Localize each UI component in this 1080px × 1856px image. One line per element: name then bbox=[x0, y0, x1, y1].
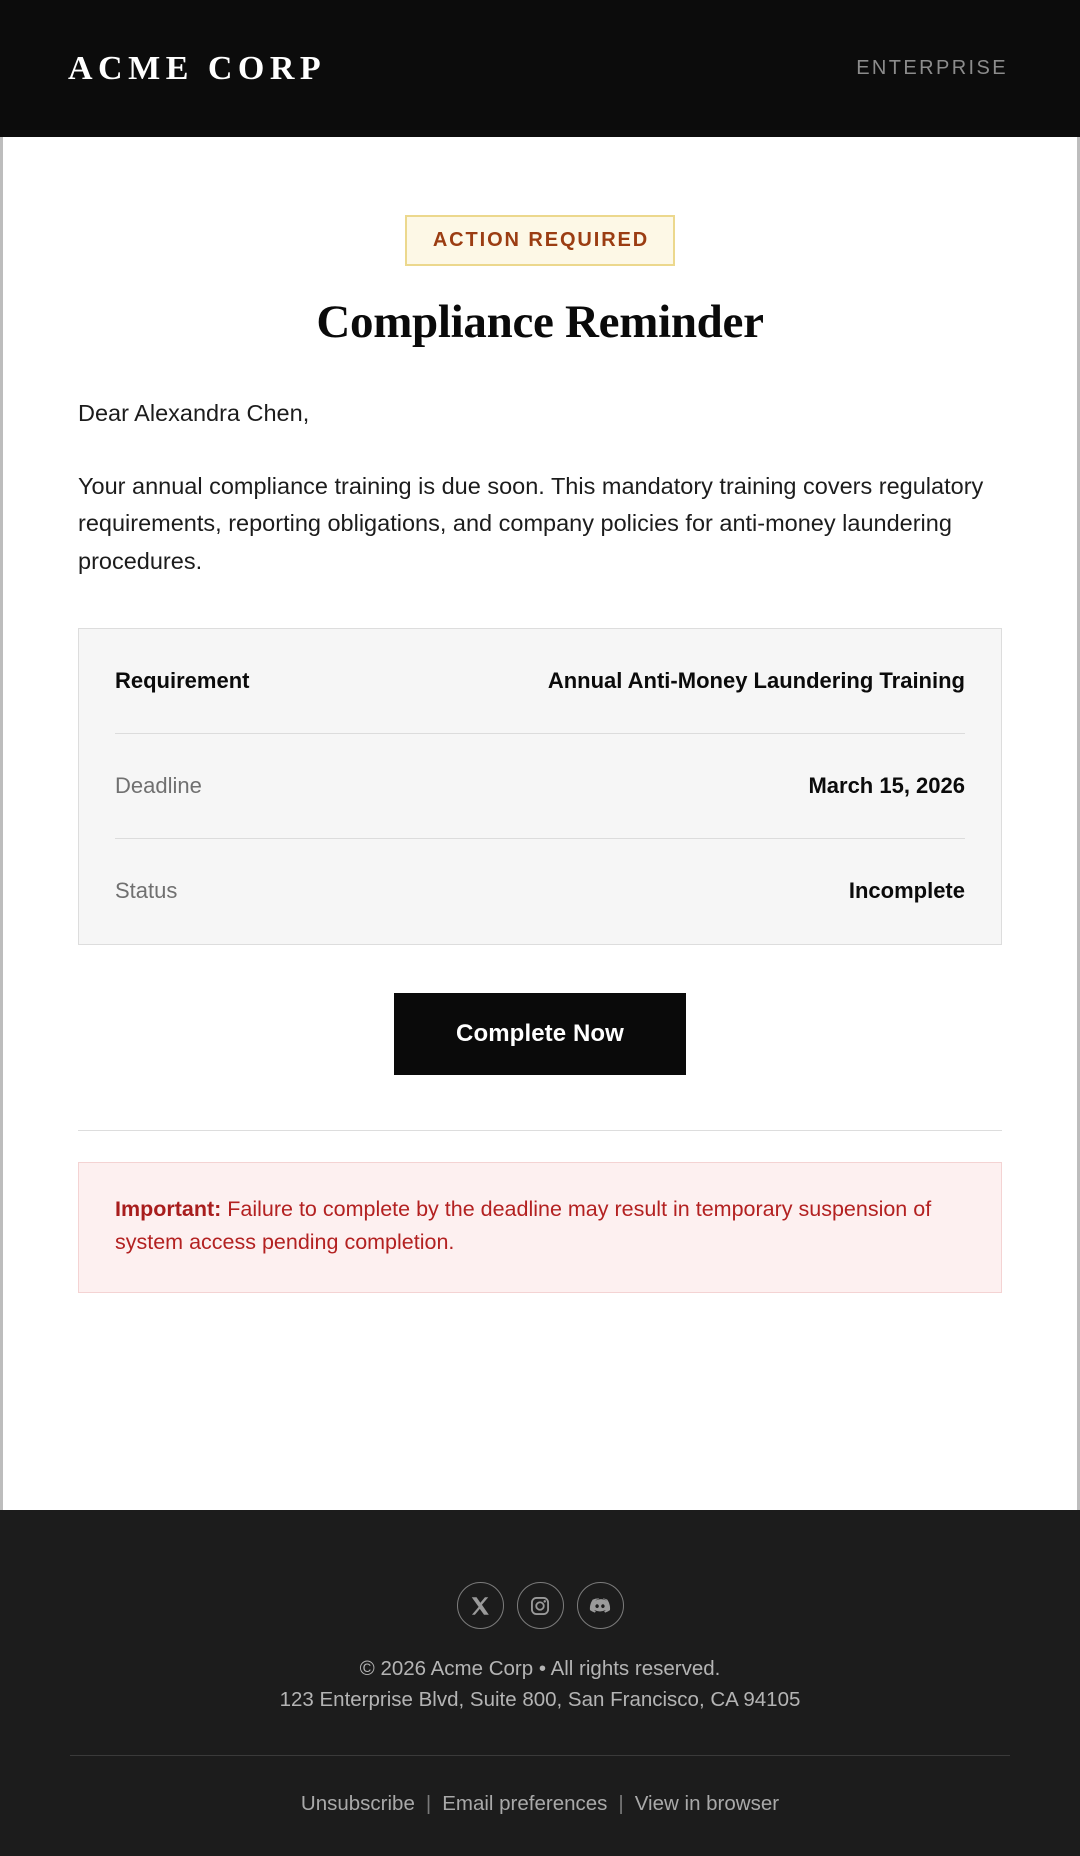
unsubscribe-link[interactable]: Unsubscribe bbox=[300, 1792, 415, 1815]
footer-links bbox=[70, 1792, 1010, 1816]
email-header bbox=[0, 0, 1080, 137]
footer-copyright: © 2026 Acme Corp • All rights reserved. bbox=[359, 1657, 721, 1681]
detail-label-status: Status bbox=[115, 878, 178, 904]
footer-address: 123 Enterprise Blvd, Suite 800, San Francisco, CA 94105 bbox=[279, 1687, 801, 1711]
important-notice-body: Failure to complete by the deadline may result in temporary suspension of system access pending completion. bbox=[115, 1196, 932, 1255]
email-preferences-link[interactable]: Email preferences bbox=[442, 1792, 608, 1815]
detail-label-requirement: Requirement bbox=[115, 668, 250, 694]
discord-icon[interactable] bbox=[577, 1582, 624, 1629]
brand-tagline: ENTERPRISE bbox=[856, 57, 1008, 79]
body-filler bbox=[78, 1353, 1002, 1510]
instagram-icon[interactable] bbox=[517, 1582, 564, 1629]
detail-value-requirement: Annual Anti-Money Laundering Training bbox=[547, 667, 965, 693]
page-title: Compliance Reminder bbox=[316, 296, 764, 348]
intro-paragraph: Your annual compliance training is due soon. This mandatory training covers regulatory requirements, reporting obligations, and company policies for anti-money laundering procedures. bbox=[78, 473, 984, 574]
brand-logo: ACME CORP bbox=[68, 49, 327, 87]
cta-row bbox=[78, 993, 1002, 1075]
detail-label-deadline: Deadline bbox=[115, 772, 202, 798]
detail-value-deadline: March 15, 2026 bbox=[808, 772, 965, 798]
detail-value-status: Incomplete bbox=[848, 878, 965, 904]
details-panel bbox=[78, 628, 1002, 945]
table-row bbox=[115, 839, 965, 943]
footer-link-separator: | bbox=[425, 1792, 432, 1815]
email-body bbox=[0, 137, 1080, 1510]
footer-link-separator: | bbox=[618, 1792, 624, 1815]
email-footer bbox=[0, 1510, 1080, 1856]
important-notice-lead: Important: bbox=[115, 1196, 222, 1221]
table-row bbox=[115, 629, 965, 734]
section-divider bbox=[78, 1130, 1002, 1131]
important-notice-text bbox=[115, 1193, 965, 1261]
table-row bbox=[115, 734, 965, 839]
complete-now-button[interactable]: Complete Now bbox=[394, 993, 686, 1075]
status-badge: ACTION REQUIRED bbox=[405, 215, 675, 266]
badge-row bbox=[78, 215, 1002, 266]
view-in-browser-link[interactable]: View in browser bbox=[634, 1792, 780, 1815]
important-notice bbox=[78, 1162, 1002, 1294]
x-twitter-icon[interactable] bbox=[457, 1582, 504, 1629]
footer-divider bbox=[70, 1755, 1010, 1756]
social-links bbox=[70, 1582, 1010, 1629]
salutation-text: Dear Alexandra Chen, bbox=[78, 400, 310, 426]
